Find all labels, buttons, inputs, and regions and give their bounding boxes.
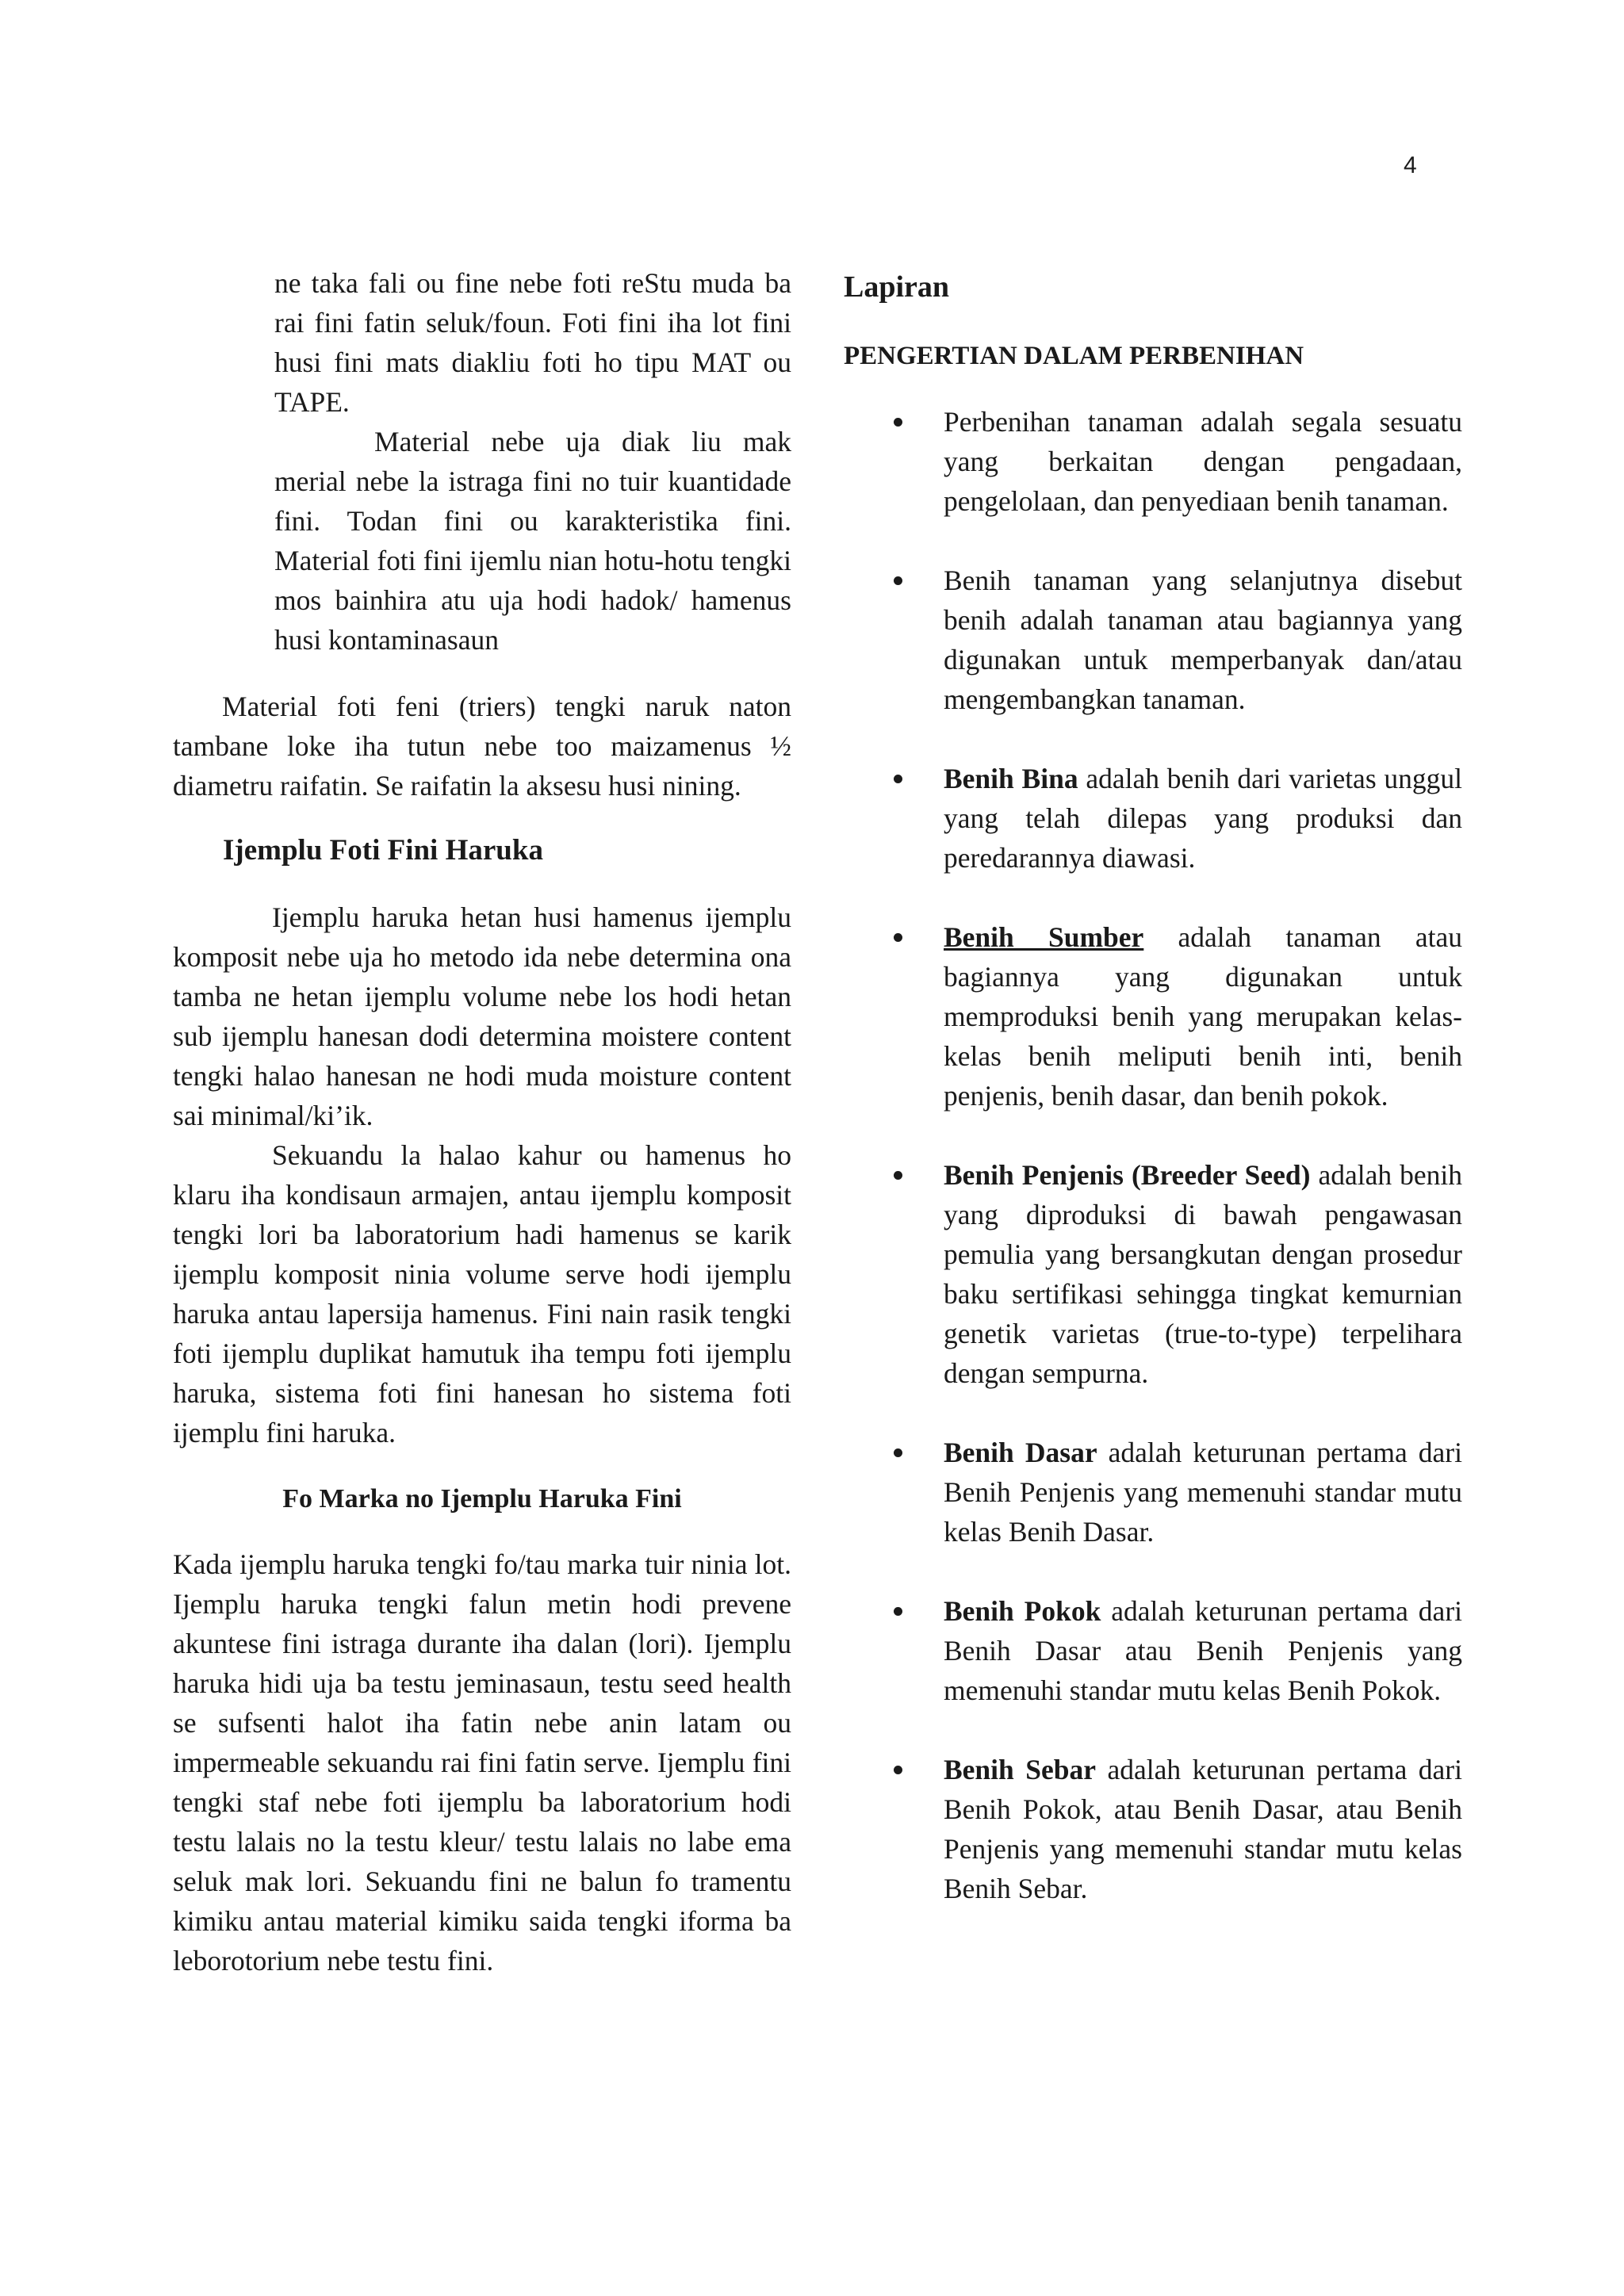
term: Benih Pokok — [944, 1595, 1101, 1627]
definitions-list — [844, 402, 1462, 1908]
list-item — [844, 917, 1462, 1115]
list-item — [844, 561, 1462, 719]
bullet-icon — [894, 576, 902, 585]
left-column — [173, 263, 791, 1980]
bullet-icon — [894, 1448, 902, 1457]
intro-block — [173, 263, 791, 660]
paragraph: Material foti feni (triers) tengki naruk naton tambane loke iha tutun nebe too maizamenus ½ diametru raifatin. Se raifatin la aksesu husi nining. — [173, 691, 791, 802]
page-number: 4 — [1404, 152, 1417, 178]
definition-text: adalah benih dari varietas unggul yang telah dilepas yang produksi dan peredarannya diawasi. — [944, 763, 1462, 874]
bullet-icon — [894, 1607, 902, 1616]
list-item — [844, 1750, 1462, 1908]
definition-text: Perbenihan tanaman adalah segala sesuatu yang berkaitan dengan pengadaan, pengelolaan, dan penyediaan benih tanaman. — [944, 406, 1462, 517]
paragraph: Kada ijemplu haruka tengki fo/tau marka tuir ninia lot. Ijemplu haruka tengki falun metin hodi prevene akuntese fini istraga durante iha dalan (lori). Ijemplu haruka hidi uja ba testu jeminasaun, testu seed health se sufsenti halot iha fatin nebe anin latam ou impermeable sekuandu rai fini fatin serve. Ijemplu fini tengki staf nebe foti ijemplu ba laboratorium hodi testu lalais no la testu kleur/ testu lalais no labe ema seluk mak lori. Sekuandu fini ne balun fo tramentu kimiku antau material kimiku saida tengki iforma ba leborotorium nebe testu fini. — [173, 1548, 791, 1976]
definition-text: adalah benih yang diproduksi di bawah pengawasan pemulia yang bersangkutan dengan prosedur baku sertifikasi sehingga tingkat kemurnian genetik varietas (true-to-type) terpelihara dengan sempurna. — [944, 1159, 1462, 1389]
section-heading: Ijemplu Foti Fini Haruka — [223, 834, 543, 867]
definition-text: Benih tanaman yang selanjutnya disebut benih adalah tanaman atau bagiannya yang digunakan untuk memperbanyak dan/atau mengembangkan tanaman. — [944, 564, 1462, 715]
list-item — [844, 402, 1462, 521]
term: Benih Penjenis (Breeder Seed) — [944, 1159, 1311, 1191]
section-heading: Fo Marka no Ijemplu Haruka Fini — [282, 1484, 682, 1513]
definition-text: adalah tanaman atau bagiannya yang digunakan untuk memproduksi benih yang merupakan kelas-kelas benih meliputi benih inti, benih penjenis, benih dasar, dan benih pokok. — [944, 921, 1462, 1112]
bullet-icon — [894, 933, 902, 942]
paragraph: Material nebe uja diak liu mak merial nebe la istraga fini no tuir kuantidade fini. Todan fini ou karakteristika fini. Material foti fini ijemlu nian hotu-hotu tengki mos bainhira atu uja hodi hadok/ hamenus husi kontaminasaun — [274, 426, 791, 656]
appendix-title: Lapiran — [844, 270, 950, 304]
term: Benih Sumber — [944, 921, 1144, 953]
bullet-icon — [894, 1171, 902, 1180]
definitions-title: PENGERTIAN DALAM PERBENIHAN — [844, 342, 1304, 370]
list-item — [844, 1155, 1462, 1393]
bullet-icon — [894, 775, 902, 783]
list-item — [844, 759, 1462, 878]
bullet-icon — [894, 418, 902, 427]
right-column — [844, 263, 1462, 1948]
list-item — [844, 1591, 1462, 1710]
paragraph: ne taka fali ou fine nebe foti reStu muda ba rai fini fatin seluk/foun. Foti fini iha lot fini husi fini mats diakliu foti ho tipu MAT ou TAPE. — [274, 267, 791, 418]
definition-text: adalah keturunan pertama dari Benih Penjenis yang memenuhi standar mutu kelas Benih Dasar. — [944, 1437, 1462, 1548]
paragraph: Ijemplu haruka hetan husi hamenus ijemplu komposit nebe uja ho metodo ida nebe determina ona tamba ne hetan ijemplu volume nebe los hodi hetan sub ijemplu hanesan dodi determina moistere content tengki halao hanesan ne hodi muda moisture content sai minimal/ki’ik. — [173, 901, 791, 1131]
term: Benih Bina — [944, 763, 1078, 794]
term: Benih Dasar — [944, 1437, 1097, 1468]
bullet-icon — [894, 1766, 902, 1774]
term: Benih Sebar — [944, 1754, 1097, 1785]
paragraph: Sekuandu la halao kahur ou hamenus ho klaru iha kondisaun armajen, antau ijemplu komposit tengki lori ba laboratorium hadi hamenus se karik ijemplu komposit ninia volume serve hodi ijemplu haruka antau lapersija hamenus. Fini nain rasik tengki foti ijemplu duplikat hamutuk iha tempu foti ijemplu haruka, sistema foti fini hanesan ho sistema foti ijemplu fini haruka. — [173, 1139, 791, 1448]
list-item — [844, 1433, 1462, 1552]
definition-text: adalah keturunan pertama dari Benih Dasar atau Benih Penjenis yang memenuhi standar mutu kelas Benih Pokok. — [944, 1595, 1462, 1706]
definition-text: adalah keturunan pertama dari Benih Pokok, atau Benih Dasar, atau Benih Penjenis yang memenuhi standar mutu kelas Benih Sebar. — [944, 1754, 1462, 1904]
